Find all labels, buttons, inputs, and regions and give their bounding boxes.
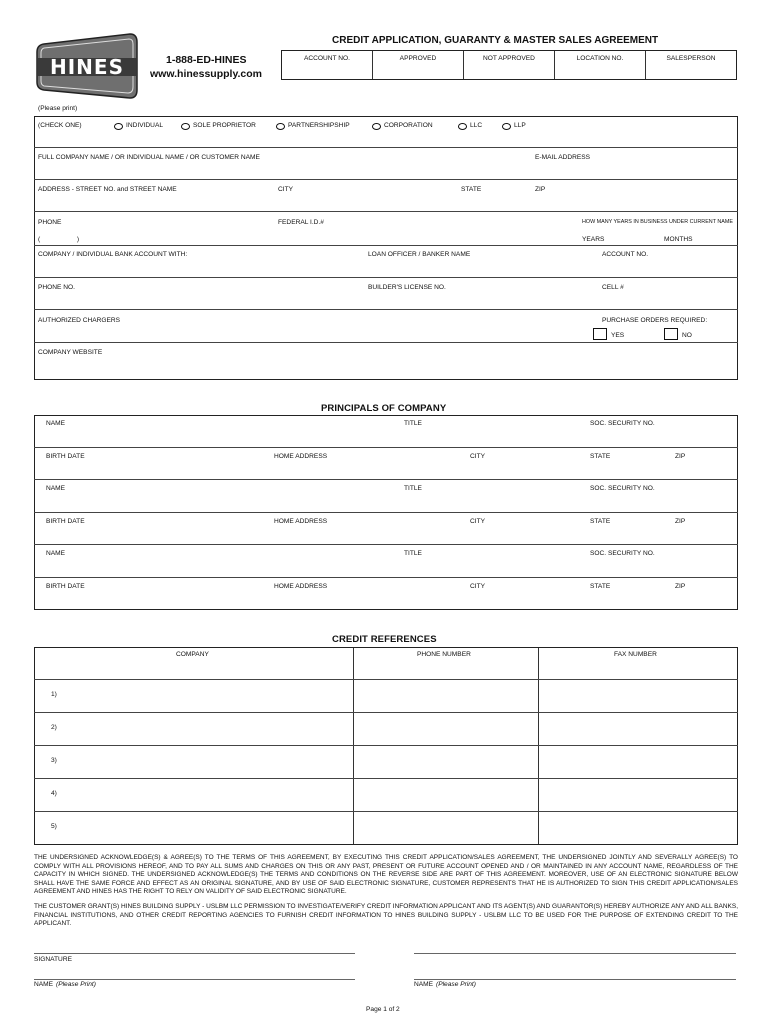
name-line-left[interactable] [34,979,355,980]
principal-1-home-address-label: HOME ADDRESS [274,453,328,460]
principal-3-title-label: TITLE [404,550,422,557]
radio-individual[interactable] [114,123,123,130]
principal-2-birth-date-label: BIRTH DATE [46,518,85,525]
email-address-label: E-MAIL ADDRESS [535,154,591,161]
name-label-left: NAME [34,981,54,988]
office-cell-not-approved: NOT APPROVED [483,55,535,62]
bank-account-label: COMPANY / INDIVIDUAL BANK ACCOUNT WITH: [38,251,188,258]
ref-row-5-label: 5) [51,823,57,830]
cell-label: CELL # [602,284,624,291]
office-cell-account-no: ACCOUNT NO. [303,55,351,62]
principal-1-name-label: NAME [46,420,66,427]
name-line-right[interactable] [414,979,736,980]
principal-3-state-label: STATE [590,583,611,590]
ref-row-1-label: 1) [51,691,57,698]
principal-1-city-label: CITY [470,453,486,460]
federal-id-label: FEDERAL I.D.# [278,219,324,226]
page-number: Page 1 of 2 [366,1006,400,1013]
ref-col-phone-number: PHONE NUMBER [417,651,471,658]
office-cell-location-no: LOCATION NO. [576,55,624,62]
legal-credit-permission: THE CUSTOMER GRANT(S) HINES BUILDING SUPPLY - USLBM LLC PERMISSION TO INVESTIGATE/VERIFY CREDIT INFORMATION APPLICANT AND ITS AGENT(S) AND GUARANTOR(S) HEREBY AUTHORIZE ANY AND ALL BANKS, FINANCIAL INSTITUTIONS, AND OTHER CREDIT REPORTING AGENCIES TO FURNISH CREDIT INFORMATION TO HINES BUILDING SUPPLY - USLBM LLC TO BE USED FOR THE PURPOSE OF EXTENDING CREDIT TO THE APPLICANT. [34,903,738,928]
authorized-chargers-field[interactable] [34,342,738,343]
radio-label-corporation: CORPORATION [384,122,433,129]
name-label-right: NAME [414,981,434,988]
principal-3-home-address-label: HOME ADDRESS [274,583,328,590]
radio-label-llc: LLC [470,122,483,129]
principal-2-name-label: NAME [46,485,66,492]
principal-1-zip-label: ZIP [675,453,686,460]
please-print-note: (Please print) [38,105,78,112]
principal-2-city-label: CITY [470,518,486,525]
loan-officer-label: LOAN OFFICER / BANKER NAME [368,251,471,258]
ref-row-3-label: 3) [51,757,57,764]
purchase-orders-no-checkbox[interactable] [664,328,678,340]
principal-3-city-label: CITY [470,583,486,590]
logo-text: HINES [50,55,124,79]
principal-1-title-label: TITLE [404,420,422,427]
signature-line[interactable] [34,953,355,954]
state-label: STATE [461,186,482,193]
principal-2-title-label: TITLE [404,485,422,492]
phone-no-label: PHONE NO. [38,284,76,291]
phone-field[interactable] [34,245,738,246]
radio-label-partnership: PARTNERSHIPSHIP [288,122,350,129]
purchase-orders-label: PURCHASE ORDERS REQUIRED: [602,317,708,324]
years-in-business-label: HOW MANY YEARS IN BUSINESS UNDER CURRENT NAME [582,219,733,225]
header-website: www.hinessupply.com [150,68,263,80]
phone-parens: ( ) [38,236,80,243]
form-title: CREDIT APPLICATION, GUARANTY & MASTER SALES AGREEMENT [332,35,659,46]
signature-line-right[interactable] [414,953,736,954]
principal-1-birth-date-label: BIRTH DATE [46,453,85,460]
principal-2-zip-label: ZIP [675,518,686,525]
principal-3-ssn-label: SOC. SECURITY NO. [590,550,655,557]
ref-col-company: COMPANY [176,651,209,658]
city-label: CITY [278,186,294,193]
credit-references-title: CREDIT REFERENCES [332,634,437,645]
office-use-box [281,50,737,80]
signature-label: SIGNATURE [34,956,72,963]
builders-license-label: BUILDER'S LICENSE NO. [368,284,446,291]
bank-account-field[interactable] [34,277,738,278]
radio-corporation[interactable] [372,123,381,130]
company-website-label: COMPANY WEBSITE [38,349,103,356]
principals-title: PRINCIPALS OF COMPANY [321,403,447,414]
principal-3-name-label: NAME [46,550,66,557]
radio-sole-proprietor[interactable] [181,123,190,130]
hines-logo [34,30,140,102]
check-one-label: (CHECK ONE) [38,122,82,129]
phone-label: PHONE [38,219,62,226]
ref-row-2-label: 2) [51,724,57,731]
principal-2-ssn-label: SOC. SECURITY NO. [590,485,655,492]
radio-label-individual: INDIVIDUAL [126,122,164,129]
purchase-orders-yes-label: YES [611,332,625,339]
account-no-label: ACCOUNT NO. [602,251,649,258]
zip-label: ZIP [535,186,546,193]
legal-acknowledgement: THE UNDERSIGNED ACKNOWLEDGE(S) & AGREE(S) TO THE TERMS OF THIS AGREEMENT, BY EXECUTING THIS CREDIT APPLICATION/SALES AGREEMENT, THE UNDERSIGNED JOINTLY AND SEVERALLY AGREE(S) TO COMPLY WITH ALL PROVISIONS HEREOF, AND TO PAY ALL SUMS AND CHARGES ON THIS OR ANY PAST, PRESENT OR FUTURE ACCOUNT OPENED AND / OR MAINTAINED IN ANY ACCOUNT NAME, REGARDLESS OF THE CAPACITY IN WHICH SIGNED. THE UNDERSIGNED ACKNOWLEDGE(S) THE TERMS AND CONDITIONS ON THE REVERSE SIDE ARE PART OF THIS AGREEMENT. MOREOVER, USE OF AN ELECTRONIC SIGNATURE BELOW SHALL HAVE THE SAME FORCE AND EFFECT AS AN ORIGINAL SIGNATURE, AND BY USE OF SAID ELECTRONIC SIGNATURE, CUSTOMER REPRESENTS THAT HE IS AUTHORIZED TO SIGN THIS CREDIT APPLICATION/SALES AGREEMENT AND HINES HAS THE RIGHT TO RELY ON VALIDITY OF SAID ELECTRONIC SIGNATURE. [34,854,738,896]
radio-label-sole-proprietor: SOLE PROPRIETOR [193,122,256,129]
principal-1-state-label: STATE [590,453,611,460]
office-cell-salesperson: SALESPERSON [666,55,716,62]
phone-no-field[interactable] [34,309,738,310]
address-label: ADDRESS - STREET NO. and STREET NAME [38,186,177,193]
please-print-right: (Please Print) [436,981,476,988]
principal-2-state-label: STATE [590,518,611,525]
header-phone: 1-888-ED-HINES [166,54,247,66]
principal-2-home-address-label: HOME ADDRESS [274,518,328,525]
authorized-chargers-label: AUTHORIZED CHARGERS [38,317,121,324]
radio-partnership[interactable] [276,123,285,130]
ref-row-4-label: 4) [51,790,57,797]
full-company-name-field[interactable] [34,179,738,180]
purchase-orders-yes-checkbox[interactable] [593,328,607,340]
months-label: MONTHS [664,236,693,243]
full-company-name-label: FULL COMPANY NAME / OR INDIVIDUAL NAME / OR CUSTOMER NAME [38,154,260,161]
office-cell-approved: APPROVED [399,55,437,62]
please-print-left: (Please Print) [56,981,96,988]
radio-llp[interactable] [502,123,511,130]
radio-label-llp: LLP [514,122,526,129]
purchase-orders-no-label: NO [682,332,692,339]
principal-3-birth-date-label: BIRTH DATE [46,583,85,590]
credit-references-table [34,647,738,845]
principal-3-zip-label: ZIP [675,583,686,590]
ref-col-fax-number: FAX NUMBER [614,651,657,658]
address-field[interactable] [34,211,738,212]
years-label: YEARS [582,236,605,243]
principal-1-ssn-label: SOC. SECURITY NO. [590,420,655,427]
radio-llc[interactable] [458,123,467,130]
